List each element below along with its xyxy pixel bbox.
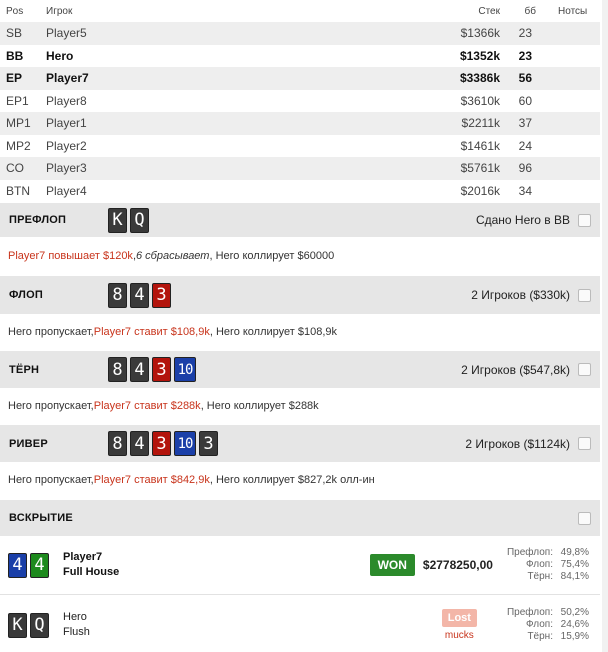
card: Q <box>30 613 49 638</box>
card: K <box>108 208 127 233</box>
street-name: ФЛОП <box>9 289 43 301</box>
street-checkbox[interactable] <box>578 289 591 302</box>
col-header-stack: Стек <box>370 0 506 22</box>
equity-value: 75,4% <box>560 559 589 570</box>
player-cell[interactable]: Player5 <box>40 22 370 45</box>
loser-name[interactable]: Hero <box>63 611 87 623</box>
action-call: , Hero коллирует $60000 <box>209 250 335 262</box>
pos-cell: BTN <box>0 180 40 203</box>
table-header-row <box>0 0 600 22</box>
stack-cell: $1366k <box>370 22 506 45</box>
stack-cell: $1461k <box>370 135 506 158</box>
mucks-label: mucks <box>444 630 474 641</box>
notes-cell[interactable] <box>558 135 600 158</box>
bb-cell: 23 <box>506 45 558 68</box>
equity-label: Флоп: <box>526 559 553 570</box>
col-header-bb: бб <box>506 0 558 22</box>
equity-label: Тёрн: <box>527 631 553 642</box>
action-sep: , <box>132 250 136 262</box>
card: 4 <box>130 431 149 456</box>
card: Q <box>130 208 149 233</box>
action-folds: 6 сбрасывает <box>136 250 210 262</box>
pot-info: 2 Игроков ($547,8k) <box>461 362 570 377</box>
player-cell[interactable]: Player2 <box>40 135 370 158</box>
table-row <box>0 67 600 90</box>
card: 10 <box>174 357 196 382</box>
stack-cell: $2211k <box>370 112 506 135</box>
action-line-turn <box>0 388 600 424</box>
vertical-scrollbar[interactable] <box>602 0 608 652</box>
table-row <box>0 135 600 158</box>
stack-cell: $2016k <box>370 180 506 203</box>
player-cell[interactable]: Player7 <box>40 67 370 90</box>
action-raise: Player7 повышает $120k <box>8 250 133 262</box>
street-name: РИВЕР <box>9 437 48 450</box>
card: 3 <box>152 283 171 308</box>
equity-value: 24,6% <box>560 619 589 630</box>
street-name: ПРЕФЛОП <box>9 214 67 226</box>
player-cell[interactable]: Hero <box>40 45 370 68</box>
action-call: , Hero коллирует $827,2k олл-ин <box>209 474 375 486</box>
loser-cards <box>0 613 63 638</box>
bb-cell: 37 <box>506 112 558 135</box>
board-cards <box>108 357 196 382</box>
won-amount: $2778250,00 <box>422 558 493 572</box>
equity-value: 49,8% <box>560 547 589 558</box>
action-call: , Hero коллирует $288k <box>200 400 319 412</box>
col-header-pos: Pos <box>0 0 40 22</box>
card: K <box>8 613 27 638</box>
pot-info: 2 Игроков ($1124k) <box>465 436 570 451</box>
pos-cell: EP1 <box>0 90 40 113</box>
equity-value: 15,9% <box>560 631 589 642</box>
showdown-loser-row <box>0 598 600 652</box>
notes-cell[interactable] <box>558 22 600 45</box>
card: 8 <box>108 431 127 456</box>
won-badge: WON <box>370 554 415 576</box>
notes-cell[interactable] <box>558 67 600 90</box>
street-name: ТЁРН <box>9 363 40 376</box>
pos-cell: MP1 <box>0 112 40 135</box>
street-checkbox[interactable] <box>578 437 591 450</box>
card: 10 <box>174 431 196 456</box>
equity-value: 50,2% <box>560 607 589 618</box>
notes-cell[interactable] <box>558 112 600 135</box>
equity-label: Префлоп: <box>506 607 553 618</box>
stack-cell: $5761k <box>370 157 506 180</box>
street-checkbox[interactable] <box>578 512 591 525</box>
board-cards <box>108 283 171 308</box>
divider <box>0 594 600 595</box>
lost-badge: Lost <box>442 609 477 627</box>
loser-equity <box>507 607 589 643</box>
bb-cell: 56 <box>506 67 558 90</box>
table-row <box>0 90 600 113</box>
table-row <box>0 112 600 135</box>
street-header-flop <box>0 276 600 314</box>
pos-cell: CO <box>0 157 40 180</box>
players-table <box>0 0 600 202</box>
stack-cell: $3610k <box>370 90 506 113</box>
stack-cell: $1352k <box>370 45 506 68</box>
winner-equity <box>507 547 589 583</box>
action-bet: Player7 ставит $108,9k <box>93 326 210 338</box>
player-cell[interactable]: Player4 <box>40 180 370 203</box>
loser-hand: Flush <box>63 626 90 638</box>
action-call: , Hero коллирует $108,9k <box>209 326 338 338</box>
street-checkbox[interactable] <box>578 214 591 227</box>
street-header-river <box>0 425 600 462</box>
notes-cell[interactable] <box>558 157 600 180</box>
table-row <box>0 157 600 180</box>
action-line-preflop <box>0 237 600 275</box>
notes-cell[interactable] <box>558 90 600 113</box>
pos-cell: SB <box>0 22 40 45</box>
notes-cell[interactable] <box>558 45 600 68</box>
bb-cell: 34 <box>506 180 558 203</box>
col-header-player: Игрок <box>40 0 370 22</box>
card: 3 <box>199 431 218 456</box>
street-checkbox[interactable] <box>578 363 591 376</box>
winner-hand: Full House <box>63 566 120 578</box>
card: 3 <box>152 431 171 456</box>
street-header-preflop <box>0 203 600 237</box>
action-check: Hero пропускает, <box>8 474 94 486</box>
action-line-river <box>0 462 600 498</box>
bb-cell: 24 <box>506 135 558 158</box>
table-row <box>0 180 600 203</box>
equity-label: Префлоп: <box>506 547 553 558</box>
pos-cell: BB <box>0 45 40 68</box>
bb-cell: 96 <box>506 157 558 180</box>
card: 8 <box>108 283 127 308</box>
dealt-info: Сдано Hero в BB <box>475 213 570 227</box>
col-header-notes: Нотсы <box>558 0 600 22</box>
stack-cell: $3386k <box>370 67 506 90</box>
bb-cell: 60 <box>506 90 558 113</box>
hero-cards <box>108 208 149 233</box>
equity-label: Тёрн: <box>527 571 553 582</box>
card: 8 <box>108 357 127 382</box>
card: 4 <box>130 357 149 382</box>
board-cards <box>108 431 218 456</box>
street-header-showdown <box>0 500 600 536</box>
action-line-flop <box>0 314 600 350</box>
action-bet: Player7 ставит $842,9k <box>93 474 210 486</box>
pos-cell: MP2 <box>0 135 40 158</box>
pos-cell: EP <box>0 67 40 90</box>
action-check: Hero пропускает, <box>8 326 94 338</box>
card: 4 <box>130 283 149 308</box>
street-name: ВСКРЫТИЕ <box>9 512 73 524</box>
equity-label: Флоп: <box>526 619 553 630</box>
street-header-turn <box>0 351 600 388</box>
action-bet: Player7 ставит $288k <box>93 400 201 412</box>
table-row <box>0 22 600 45</box>
notes-cell[interactable] <box>558 180 600 203</box>
card: 4 <box>30 553 49 578</box>
showdown-winner-row <box>0 537 600 593</box>
winner-cards <box>0 553 63 578</box>
table-row <box>0 45 600 68</box>
player-cell[interactable]: Player3 <box>40 157 370 180</box>
action-check: Hero пропускает, <box>8 400 94 412</box>
bb-cell: 23 <box>506 22 558 45</box>
winner-name[interactable]: Player7 <box>63 551 103 563</box>
player-cell[interactable]: Player8 <box>40 90 370 113</box>
card: 3 <box>152 357 171 382</box>
equity-value: 84,1% <box>560 571 589 582</box>
card: 4 <box>8 553 27 578</box>
pot-info: 2 Игроков ($330k) <box>471 288 570 302</box>
player-cell[interactable]: Player1 <box>40 112 370 135</box>
